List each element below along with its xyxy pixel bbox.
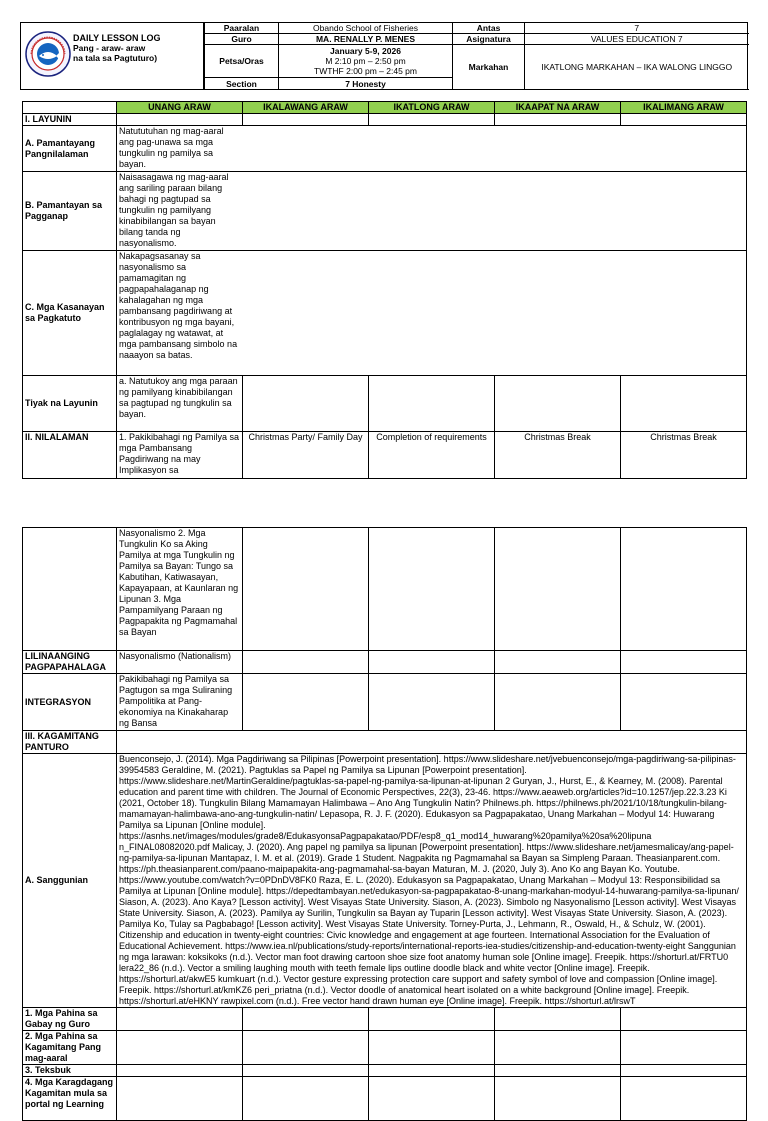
cell: [621, 1065, 747, 1077]
day-header-1: UNANG ARAW: [117, 102, 243, 114]
nilalaman-day-5: Christmas Break: [621, 432, 747, 479]
section-label: Section: [205, 78, 279, 90]
cell: [117, 1008, 243, 1031]
pamantayang-text: Natututuhan ng mag-aaral ang pag-unawa sa mga tungkulin ng pamilya sa bayan.: [119, 126, 224, 169]
pagganap-text: Naisasagawa ng mag-aaral ang sariling paraan bilang bahagi ng pagtupad sa tungkulin ng pamilyang kinabibilangan sa bayan bilang tanda ng nasyonalismo.: [119, 172, 229, 248]
cell: [369, 1077, 495, 1121]
lesson-table-part-2: [22, 527, 747, 1121]
cell: [369, 114, 495, 126]
teksbuk-label: 3. Teksbuk: [23, 1065, 117, 1077]
cell: [369, 651, 495, 674]
cell: [369, 1031, 495, 1065]
cell: [369, 528, 495, 651]
cell: [621, 1031, 747, 1065]
petsa-date: January 5-9, 2026: [330, 46, 401, 56]
sanggunian-label: A. Sanggunian: [23, 754, 117, 1008]
kasanayan-text-cell: [117, 251, 747, 376]
nilalaman-day-4: Christmas Break: [495, 432, 621, 479]
cell: [621, 651, 747, 674]
kagamitan-label: 2. Mga Pahina sa Kagamitang Pang mag-aaral: [23, 1031, 117, 1065]
day-header-2: IKALAWANG ARAW: [243, 102, 369, 114]
petsa-label: Petsa/Oras: [205, 45, 279, 78]
logo-cell: [21, 23, 204, 89]
cell: [495, 674, 621, 731]
cell: [243, 376, 369, 432]
cell: [621, 1008, 747, 1031]
lesson-log-header: [20, 22, 748, 90]
cell: [243, 1077, 369, 1121]
school-seal-logo: [25, 31, 71, 77]
day-header-4: IKAAPAT NA ARAW: [495, 102, 621, 114]
nilalaman-continuation: Nasyonalismo 2. Mga Tungkulin Ko sa Aking Pamilya at mga Tungkulin ng Pamilya sa Bayan: Tungo sa Kabutihan, Katiwasayan, Kapayapaan, at Kaunlaran ng Lipunan 3. Mga Pampamilyang Paraan ng Pagpapakita ng Pagmamahal sa Bayan: [117, 528, 243, 651]
cell: [369, 1008, 495, 1031]
tiyak-text: a. Natutukoy ang mga paraan ng pamilyang kinabibilangan sa pagtupad ng tungkulin sa bayan.: [117, 376, 243, 432]
cell: [495, 1077, 621, 1121]
cell: [621, 376, 747, 432]
cell: [117, 1065, 243, 1077]
cell: [495, 1008, 621, 1031]
antas-label: Antas: [453, 23, 525, 34]
title-line-3: na tala sa Pagtuturo): [73, 53, 158, 63]
kagamitang-row: [117, 731, 747, 754]
cell: [243, 114, 369, 126]
cell: [495, 376, 621, 432]
lilinaanging-text: Nasyonalismo (Nationalism): [117, 651, 243, 674]
paaralan-label: Paaralan: [205, 23, 279, 34]
integrasyon-label: INTEGRASYON: [23, 674, 117, 731]
karagdagang-label: 4. Mga Karagdagang Kagamitan mula sa portal ng Learning: [23, 1077, 117, 1121]
pamantayang-label: A. Pamantayang Pangnilalaman: [23, 126, 117, 172]
nilalaman-day-2: Christmas Party/ Family Day: [243, 432, 369, 479]
cell: [369, 1065, 495, 1077]
cell: [243, 674, 369, 731]
markahan-label: Markahan: [453, 45, 525, 90]
cell: [369, 674, 495, 731]
lesson-table-part-1: [22, 101, 747, 479]
guro-label: Guro: [205, 34, 279, 45]
pagganap-text-cell: [117, 172, 747, 251]
day-header-3: IKATLONG ARAW: [369, 102, 495, 114]
petsa-value: [279, 45, 453, 78]
guro-value: MA. RENALLY P. MENES: [279, 34, 453, 45]
cell: [621, 114, 747, 126]
cell: [495, 528, 621, 651]
cell: [621, 528, 747, 651]
petsa-time-twthf: TWTHF 2:00 pm – 2:45 pm: [314, 66, 417, 76]
kasanayan-text: Nakapagsasanay sa nasyonalismo sa pamamagitan ng pagpapahalaganap ng kahalagahan ng mga pambansang pagdiriwang at kontribusyon ng mga bayani, paglalagay ng watawat, at mga pambansang simbolo na naaayon sa batas.: [119, 251, 238, 360]
asignatura-value: VALUES EDUCATION 7: [525, 34, 749, 45]
title-line-1: DAILY LESSON LOG: [73, 33, 161, 43]
pamantayang-text-cell: [117, 126, 747, 172]
section-value: 7 Honesty: [279, 78, 453, 90]
cell: [117, 1031, 243, 1065]
day-header-5: IKALIMANG ARAW: [621, 102, 747, 114]
cell: [369, 376, 495, 432]
layunin-label: I. LAYUNIN: [23, 114, 117, 126]
cell: [495, 651, 621, 674]
antas-value: 7: [525, 23, 749, 34]
asignatura-label: Asignatura: [453, 34, 525, 45]
petsa-time-monday: M 2:10 pm – 2:50 pm: [325, 56, 406, 66]
cell: [621, 674, 747, 731]
cell: [117, 1077, 243, 1121]
cell: [495, 1031, 621, 1065]
cell: [243, 1065, 369, 1077]
nilalaman-day-1: 1. Pakikibahagi ng Pamilya sa mga Pambansang Pagdiriwang na may Implikasyon sa: [117, 432, 243, 479]
paaralan-value: Obando School of Fisheries: [279, 23, 453, 34]
cell: [117, 114, 243, 126]
sanggunian-references: Buenconsejo, J. (2014). Mga Pagdiriwang sa Pilipinas [Powerpoint presentation]. https://www.slideshare.net/jvebuenconsejo/mga-pagdiriwang-sa-pilipinas-39954583 Geraldine, M. (2021). Pagtuklas sa Papel ng Pamilya sa Lipunan [Powerpoint presentation]. https://www.slideshare.net/MartinGeraldine/pagtuklas-sa-papel-ng-pamilya-sa-lipunan-at-lipunan 2 Guryan, J., Hurst, E., & Kearney, M. (2008). Parental education and parent time with children. The Journal of Economic Perspectives, 22(3), 23-46. https://www.aeaweb.org/articles?id=10.1257/jep.22.3.23 Ki (2021, October 18). Tungkulin Bilang Mamamayan Halimbawa – Ano Ang Tungkulin Natin? Philnews.ph. https://philnews.ph/2021/10/18/tungkulin-bilang-mamamayan-halimbawa-ano-ang-tungkulin-natin/ Lepasopa, R. J. F. (2020). Edukasyon sa Pagpapakatao, Unang Markahan – Modyul 14: Huwarang Pamilya sa Lipunan [Online module]. https://asnhs.net/images/modules/grade8/EdukasyonsaPagpapakatao/PDF/esp8_q1_mod14_huwarang%20pamilya%20sa%20lipuna n_FINAL08082020.pdf Malicay, J. (2020). Ang papel ng pamilya sa lipunan [Powerpoint presentation]. https://www.slideshare.net/jamesmalicay/ang-papel-ng-pamilya-sa-lipunan Mantapaz, I. M. et al. (2019). Grade 1 Student. Nagpakita ng Pagmamahal sa Bayan sa Simpleng Paraan. Theasianparent.com. https://ph.theasianparent.com/paano-maipapakita-ang-pagmamahal-sa-bayan Maturan, M. J. (2020, July 3). Ano Ko ang Bayan Ko. Youtube. https://www.youtube.com/watch?v=0PDnDV8FK0 Raza, E. L. (2020). Edukasyon sa Pagpapakatao, Unang Markahan – Modyul 13: Responsibilidad sa Pamilya at Lipunan [Online module]. https://depedtambayan.net/edukasyon-sa-pagpapakatao-8-unang-markahan-modyul-14-huwarang-pamilya-sa-lipunan/ Siason, A. (2023). Ano Kaya? [Lesson activity]. West Visayas State University. Siason, A. (2023). Simbolo ng Nasyonalismo [Lesson activity]. West Visayas State University. Siason, A. (2023). Pamilya ay Surilin, Tungkulin sa Bayan ay Tuparin [Lesson activity]. West Visayas State University. Siason, A. (2023). Pamilya Ko, Tulay sa Pagbabago! [Lesson activity]. West Visayas State University. Torney-Purta, J., Lehmann, R., Oswald, H., & Schulz, W. (2001). Citizenship and education in twenty-eight countries: Civic knowledge and engagement at age fourteen. International Association for the Evaluation of Educational Achievement. https://www.iea.nl/publications/study-reports/international-reports-iea-studies/citizenship-and-education-twenty-eight Sanggunian ng mga larawan: koksikoks (n.d.). Vector man foot drawing cartoon shoe size foot anatomy human sole [Online image]. Freepik. https://shorturl.at/FRTU0 lera22_86 (n.d.). Vector a smiling laughing mouth with teeth female lips outline doodle black and white vector [Online image]. Freepik. https://shorturl.at/akwE5 kumkuart (n.d.). Vector gesture expressing protection care support and safety symbol of love and compassion [Online image]. Freepik. https://shorturl.at/kmKZ6 peri_priatna (n.d.). Vector doodle of anatomical heart isolated on a white background [Online image]. Freepik. https://shorturl.at/eHKNY rawpixel.com (n.d.). Free vector hand drawn human eye [Online image]. Freepik. https://shorturl.at/lrswT: [117, 754, 747, 1008]
kagamitang-label: III. KAGAMITANG PANTURO: [23, 731, 117, 754]
day-header-blank: [23, 102, 117, 114]
cell: [495, 1065, 621, 1077]
cell: [495, 114, 621, 126]
cell: [243, 528, 369, 651]
gabay-label: 1. Mga Pahina sa Gabay ng Guro: [23, 1008, 117, 1031]
title-line-2: Pang - araw- araw: [73, 43, 146, 53]
integrasyon-text: Pakikibahagi ng Pamilya sa Pagtugon sa mga Suliraning Pampolitika at Pang-ekonomiya na Kinakaharap ng Bansa: [117, 674, 243, 731]
kasanayan-label: C. Mga Kasanayan sa Pagkatuto: [23, 251, 117, 376]
lilinaanging-label: LILINAANGING PAGPAPAHALAGA: [23, 651, 117, 674]
cell: [23, 528, 117, 651]
cell: [621, 1077, 747, 1121]
pagganap-label: B. Pamantayan sa Pagganap: [23, 172, 117, 251]
markahan-value: IKATLONG MARKAHAN – IKA WALONG LINGGO: [525, 45, 749, 90]
nilalaman-day-3: Completion of requirements: [369, 432, 495, 479]
cell: [243, 1008, 369, 1031]
nilalaman-label: II. NILALAMAN: [23, 432, 117, 479]
cell: [243, 651, 369, 674]
lesson-log-title: [73, 33, 161, 63]
tiyak-label: Tiyak na Layunin: [23, 376, 117, 432]
header-info-table: [204, 23, 749, 90]
cell: [243, 1031, 369, 1065]
